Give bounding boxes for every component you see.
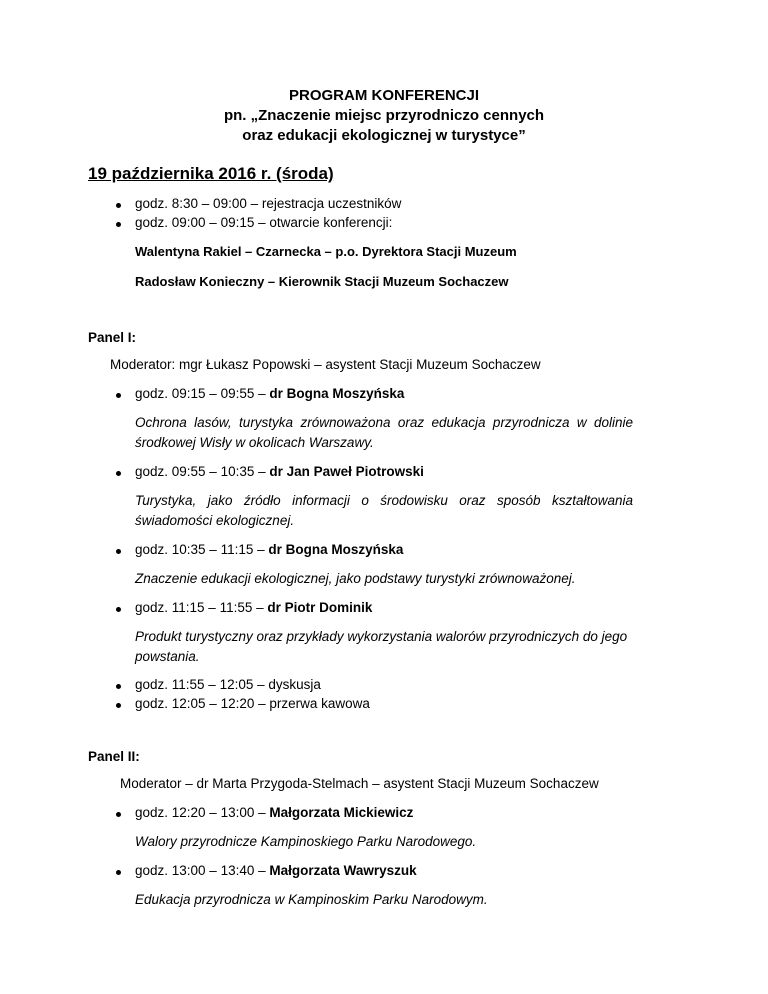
bullet-icon xyxy=(116,222,121,227)
talk-topic: powstania. xyxy=(135,649,200,664)
talk-time xyxy=(135,540,403,560)
talk-topic: Edukacja przyrodnicza w Kampinoskim Parku Narodowym. xyxy=(135,892,488,907)
talk-time xyxy=(135,861,417,881)
conference-date: 19 października 2016 r. (środa) xyxy=(88,164,334,183)
talk-topic: Ochrona lasów, turystyka zrównoważona oraz edukacja przyrodnicza w dolinie xyxy=(135,415,633,430)
bullet-icon xyxy=(116,393,121,398)
bullet-icon xyxy=(116,549,121,554)
talk-time-text: godz. 11:15 – 11:55 – xyxy=(135,600,268,615)
talk-time xyxy=(135,803,413,823)
talk-time xyxy=(135,598,372,618)
talk-speaker: dr Piotr Dominik xyxy=(267,600,373,615)
talk-time-text: godz. 09:15 – 09:55 – xyxy=(135,386,270,401)
list-item: godz. 8:30 – 09:00 – rejestracja uczestników xyxy=(135,196,402,211)
bullet-icon xyxy=(116,870,121,875)
talk-topic: Znaczenie edukacji ekologicznej, jako podstawy turystyki zrównoważonej. xyxy=(135,571,576,586)
list-item: godz. 12:05 – 12:20 – przerwa kawowa xyxy=(135,696,370,711)
panel-heading: Panel II: xyxy=(88,749,140,764)
talk-speaker: dr Bogna Moszyńska xyxy=(268,542,404,557)
talk-time xyxy=(135,462,424,482)
bullet-icon xyxy=(116,203,121,208)
opening-speaker: Walentyna Rakiel – Czarnecka – p.o. Dyrektora Stacji Muzeum xyxy=(135,244,517,259)
talk-time-text: godz. 13:00 – 13:40 – xyxy=(135,863,270,878)
doc-subtitle-line2: oraz edukacji ekologicznej w turystyce” xyxy=(242,127,526,144)
talk-time-text: godz. 12:20 – 13:00 – xyxy=(135,805,270,820)
talk-topic: Turystyka, jako źródło informacji o środowisku oraz sposób kształtowania xyxy=(135,493,633,508)
talk-speaker: dr Jan Paweł Piotrowski xyxy=(269,464,424,479)
bullet-icon xyxy=(116,812,121,817)
bullet-icon xyxy=(116,684,121,689)
opening-speaker: Radosław Konieczny – Kierownik Stacji Muzeum Sochaczew xyxy=(135,274,509,289)
talk-speaker: dr Bogna Moszyńska xyxy=(269,386,405,401)
talk-topic: Produkt turystyczny oraz przykłady wykorzystania walorów przyrodniczych do jego xyxy=(135,629,628,644)
talk-topic: Walory przyrodnicze Kampinoskiego Parku Narodowego. xyxy=(135,834,477,849)
talk-topic: środkowej Wisły w okolicach Warszawy. xyxy=(135,435,374,450)
doc-title: PROGRAM KONFERENCJI xyxy=(288,87,479,104)
panel-heading: Panel I: xyxy=(88,330,137,345)
list-item: godz. 09:00 – 09:15 – otwarcie konferencji: xyxy=(135,215,393,230)
talk-time-text: godz. 09:55 – 10:35 – xyxy=(135,464,270,479)
talk-topic: świadomości ekologicznej. xyxy=(135,513,295,528)
bullet-icon xyxy=(116,471,121,476)
panel-moderator: Moderator: mgr Łukasz Popowski – asystent Stacji Muzeum Sochaczew xyxy=(110,357,541,372)
panel-moderator: Moderator – dr Marta Przygoda-Stelmach – asystent Stacji Muzeum Sochaczew xyxy=(120,776,599,791)
list-item: godz. 11:55 – 12:05 – dyskusja xyxy=(135,677,321,692)
talk-speaker: Małgorzata Wawryszuk xyxy=(269,863,417,878)
talk-time-text: godz. 10:35 – 11:15 – xyxy=(135,542,269,557)
doc-subtitle-line1: pn. „Znaczenie miejsc przyrodniczo cennych xyxy=(223,107,545,124)
talk-speaker: Małgorzata Mickiewicz xyxy=(269,805,414,820)
bullet-icon xyxy=(116,703,121,708)
talk-time xyxy=(135,384,404,404)
bullet-icon xyxy=(116,607,121,612)
